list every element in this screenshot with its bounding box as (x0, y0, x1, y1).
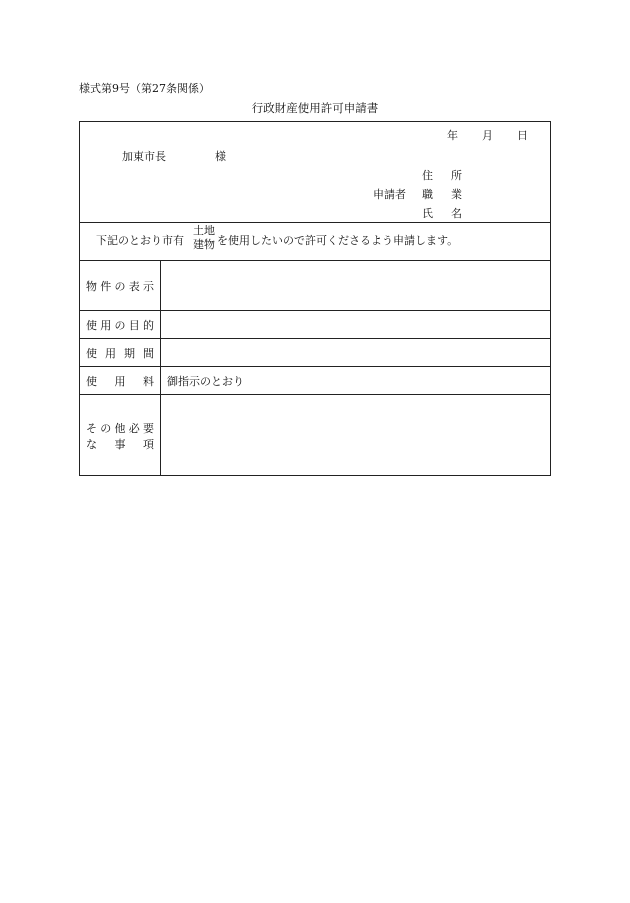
table-row-other (80, 394, 550, 475)
honorific: 様 (215, 150, 226, 163)
table-row-fee (80, 366, 550, 395)
address-label: 住 所 (422, 169, 462, 182)
date-year-label: 年 (447, 129, 458, 142)
table-row-period (80, 338, 550, 367)
date-month-label: 月 (482, 129, 493, 142)
request-text-before: 下記のとおり市有 (96, 234, 184, 247)
form-number: 様式第9号（第27条関係） (79, 82, 210, 95)
application-form (79, 121, 551, 476)
addressee: 加東市長 (122, 150, 166, 163)
request-text-after: を使用したいので許可くださるよう申請します。 (217, 234, 459, 247)
occupation-label: 職 業 (422, 188, 462, 201)
option-building: 建物 (193, 238, 215, 251)
row-label-other: そ の 他 必 要 な 事 項 (80, 394, 161, 475)
header-section (80, 122, 550, 223)
row-label-purpose: 使 用 の 目 的 (80, 310, 161, 338)
option-land: 土地 (193, 224, 215, 237)
fee-value: 御指示のとおり (167, 375, 244, 388)
name-label: 氏 名 (422, 207, 462, 220)
row-label-period: 使 用 期 間 (80, 338, 161, 366)
row-label-property: 物 件 の 表 示 (80, 260, 161, 310)
property-type-options (193, 224, 215, 252)
row-label-fee: 使 用 料 (80, 366, 161, 394)
request-section (80, 222, 550, 261)
table-row-property (80, 260, 550, 311)
date-day-label: 日 (517, 129, 528, 142)
table-row-purpose (80, 310, 550, 339)
applicant-label: 申請者 (373, 188, 406, 201)
document-title: 行政財産使用許可申請書 (251, 101, 379, 115)
